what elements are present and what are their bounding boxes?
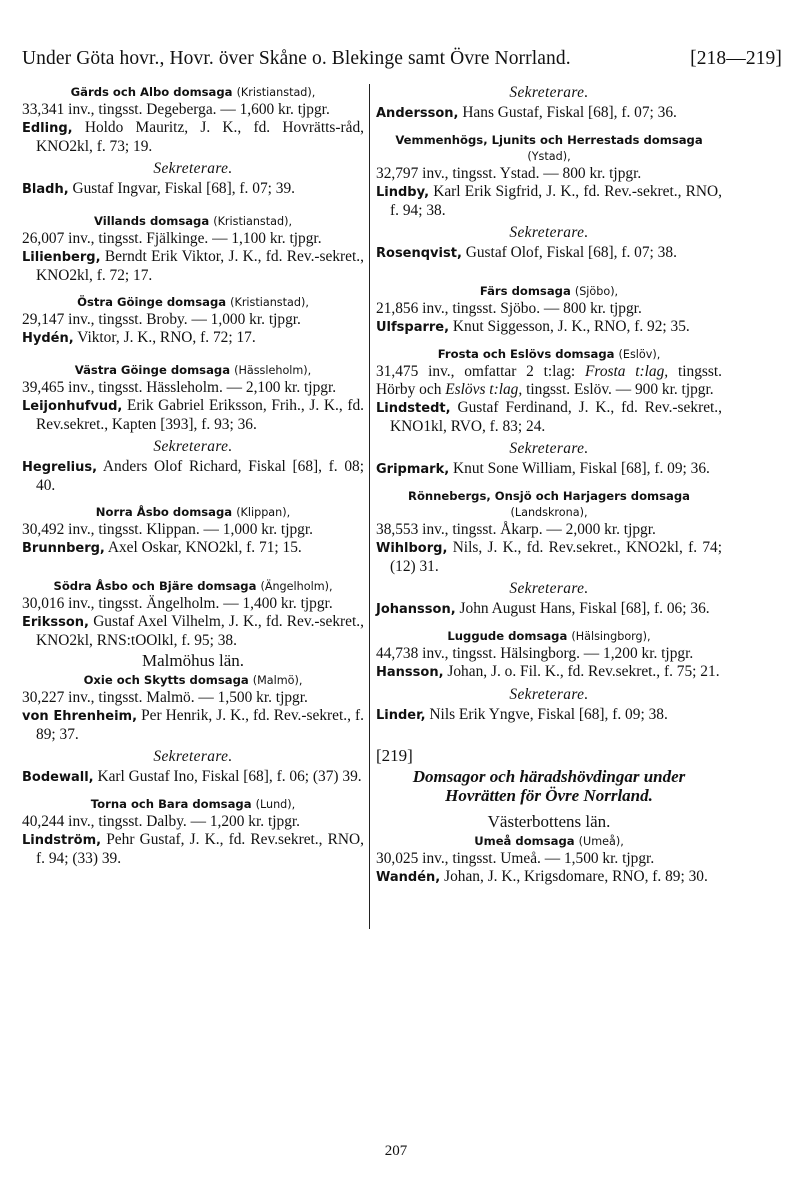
person-entry: Brunnberg, Axel Oskar, KNO2kl, f. 71; 15.: [22, 539, 302, 556]
person-name: Bodewall,: [22, 770, 94, 785]
person-entry: Lindby, Karl Erik Sigfrid, J. K., fd. Rev.-sekret., RNO, f. 94; 38.: [376, 183, 722, 219]
person-entry: Leijonhufvud, Erik Gabriel Eriksson, Frih., J. K., fd. Rev.sekret., Kapten [393], f. 93; 36.: [22, 397, 364, 433]
person-entry: Lindström, Pehr Gustaf, J. K., fd. Rev.sekret., RNO, f. 94; (33) 39.: [22, 831, 364, 867]
person-name: Leijonhufvud,: [22, 399, 123, 414]
district-info: 26,007 inv., tingsst. Fjälkinge. — 1,100 kr. tjpgr.: [22, 230, 322, 247]
district-heading: Färs domsaga (Sjöbo),: [479, 284, 619, 298]
county-heading: Västerbottens län.: [487, 812, 611, 831]
person-entry: Linder, Nils Erik Yngve, Fiskal [68], f. 09; 38.: [376, 706, 668, 723]
secretary-heading: Sekreterare.: [153, 748, 233, 765]
section-219: [376, 745, 722, 805]
district-heading: Vemmenhögs, Ljunits och Herrestads domsaga: [395, 133, 703, 147]
person-name: Lindstedt,: [376, 401, 451, 416]
district-location: (Ystad),: [527, 150, 571, 163]
running-head: Under Göta hovr., Hovr. över Skåne o. Blekinge samt Övre Norrland.: [22, 48, 571, 69]
person-entry: Wandén, Johan, J. K., Krigsdomare, RNO, f. 89; 30.: [376, 868, 708, 885]
secretary-heading: Sekreterare.: [153, 438, 233, 455]
person-entry: Lilienberg, Berndt Erik Viktor, J. K., fd. Rev.-sekret., KNO2kl, f. 72; 17.: [22, 248, 364, 284]
entry-sodra-asbo: [22, 578, 364, 650]
person-entry: Hegrelius, Anders Olof Richard, Fiskal [68], f. 08; 40.: [22, 458, 365, 494]
entry-norra-asbo: [22, 504, 364, 558]
section-number: [219]: [376, 746, 413, 765]
person-name: Lindström,: [22, 833, 102, 848]
entry-oxie: [22, 672, 364, 787]
person-name: Lindby,: [376, 185, 430, 200]
entry-ronnebergs: [376, 488, 722, 619]
entry-luggude: [376, 628, 722, 725]
district-heading: Östra Göinge domsaga (Kristianstad),: [77, 295, 309, 309]
page-header: [22, 40, 782, 76]
person-entry: von Ehrenheim, Per Henrik, J. K., fd. Rev.-sekret., f. 89; 37.: [22, 707, 364, 743]
person-entry: Rosenqvist, Gustaf Olof, Fiskal [68], f. 07; 38.: [376, 244, 677, 261]
person-name: von Ehrenheim,: [22, 709, 138, 724]
district-heading: Villands domsaga (Kristianstad),: [93, 214, 293, 228]
entry-gards: [22, 84, 364, 199]
district-info: 33,341 inv., tingsst. Degeberga. — 1,600 kr. tjpgr.: [22, 101, 330, 118]
person-entry: Andersson, Hans Gustaf, Fiskal [68], f. 07; 36.: [376, 104, 677, 121]
district-info: 39,465 inv., tingsst. Hässleholm. — 2,100 kr. tjpgr.: [22, 379, 337, 396]
district-heading: Luggude domsaga (Hälsingborg),: [447, 629, 651, 643]
district-info: 29,147 inv., tingsst. Broby. — 1,000 kr. tjpgr.: [22, 311, 301, 328]
person-name: Rosenqvist,: [376, 246, 462, 261]
column-divider: [369, 84, 370, 929]
secretary-heading: Sekreterare.: [153, 160, 233, 177]
entry-continued: [376, 84, 722, 123]
district-heading: Oxie och Skytts domsaga (Malmö),: [83, 673, 303, 687]
person-entry: Wihlborg, Nils, J. K., fd. Rev.sekret., KNO2kl, f. 74; (12) 31.: [376, 539, 722, 575]
person-name: Gripmark,: [376, 462, 450, 477]
secretary-heading: Sekreterare.: [509, 686, 589, 703]
person-entry: Lindstedt, Gustaf Ferdinand, J. K., fd. Rev.-sekret., KNO1kl, RVO, f. 83; 24.: [376, 399, 722, 435]
page-number: 207: [384, 1143, 408, 1159]
district-heading: Torna och Bara domsaga (Lund),: [90, 797, 296, 811]
entry-torna: [22, 796, 364, 868]
right-column: [376, 84, 722, 887]
person-name: Andersson,: [376, 106, 459, 121]
person-entry: Hansson, Johan, J. o. Fil. K., fd. Rev.sekret., f. 75; 21.: [376, 663, 720, 680]
section-title: Hovrätten för Övre Norrland.: [445, 786, 653, 805]
entry-vemmenhogs: [376, 132, 722, 263]
section-title: Domsagor och häradshövdingar under: [412, 767, 686, 786]
person-name: Johansson,: [376, 602, 456, 617]
secretary-heading: Sekreterare.: [509, 84, 589, 101]
page-range: [218—219]: [690, 48, 782, 69]
district-info: 31,475 inv., omfattar 2 t:lag: Frosta t:lag, tingsst. Hörby och Eslövs t:lag, tingsst. Eslöv. — 900 kr. tjpgr.: [376, 363, 722, 398]
district-location: (Landskrona),: [510, 506, 588, 519]
person-name: Lilienberg,: [22, 250, 101, 265]
secretary-heading: Sekreterare.: [509, 224, 589, 241]
person-name: Linder,: [376, 708, 426, 723]
person-name: Hegrelius,: [22, 460, 98, 475]
person-entry: Bladh, Gustaf Ingvar, Fiskal [68], f. 07; 39.: [22, 180, 296, 197]
secretary-heading: Sekreterare.: [509, 580, 589, 597]
county-heading: Malmöhus län.: [142, 651, 244, 670]
district-heading: Frosta och Eslövs domsaga (Eslöv),: [437, 347, 661, 361]
district-heading: Norra Åsbo domsaga (Klippan),: [95, 505, 291, 519]
person-entry: Johansson, John August Hans, Fiskal [68], f. 06; 36.: [376, 600, 710, 617]
entry-umea: [376, 833, 722, 887]
person-entry: Hydén, Viktor, J. K., RNO, f. 72; 17.: [22, 329, 256, 346]
person-name: Wandén,: [376, 870, 441, 885]
person-entry: Eriksson, Gustaf Axel Vilhelm, J. K., fd. Rev.-sekret., KNO2kl, RNS:tOOlkl, f. 95; 38.: [22, 613, 364, 649]
person-entry: Bodewall, Karl Gustaf Ino, Fiskal [68], f. 06; (37) 39.: [22, 768, 362, 785]
person-name: Bladh,: [22, 182, 69, 197]
person-name: Brunnberg,: [22, 541, 105, 556]
left-column: [22, 84, 364, 868]
district-info: 30,025 inv., tingsst. Umeå. — 1,500 kr. tjpgr.: [376, 850, 655, 867]
district-info: 32,797 inv., tingsst. Ystad. — 800 kr. tjpgr.: [376, 165, 642, 182]
person-name: Eriksson,: [22, 615, 89, 630]
person-name: Hydén,: [22, 331, 74, 346]
person-entry: Gripmark, Knut Sone William, Fiskal [68], f. 09; 36.: [376, 460, 710, 477]
district-info: 30,227 inv., tingsst. Malmö. — 1,500 kr. tjpgr.: [22, 689, 308, 706]
district-info: 40,244 inv., tingsst. Dalby. — 1,200 kr. tjpgr.: [22, 813, 301, 830]
district-info: 44,738 inv., tingsst. Hälsingborg. — 1,200 kr. tjpgr.: [376, 645, 694, 662]
entry-frosta: [376, 346, 722, 479]
person-name: Wihlborg,: [376, 541, 448, 556]
district-heading: Rönnebergs, Onsjö och Harjagers domsaga: [408, 489, 690, 503]
district-heading: Västra Göinge domsaga (Hässleholm),: [74, 363, 312, 377]
district-info: 21,856 inv., tingsst. Sjöbo. — 800 kr. tjpgr.: [376, 300, 642, 317]
person-name: Edling,: [22, 121, 73, 136]
district-heading: Gärds och Albo domsaga (Kristianstad),: [70, 85, 316, 99]
entry-ostra-goinge: [22, 294, 364, 348]
secretary-heading: Sekreterare.: [509, 440, 589, 457]
district-info: 30,492 inv., tingsst. Klippan. — 1,000 kr. tjpgr.: [22, 521, 313, 538]
person-entry: Edling, Holdo Mauritz, J. K., fd. Hovrätts-råd, KNO2kl, f. 73; 19.: [22, 119, 364, 155]
entry-fars: [376, 283, 722, 337]
person-entry: Ulfsparre, Knut Siggesson, J. K., RNO, f. 92; 35.: [376, 318, 690, 335]
person-name: Ulfsparre,: [376, 320, 450, 335]
entry-vastra-goinge: [22, 362, 364, 495]
district-heading: Umeå domsaga (Umeå),: [474, 834, 624, 848]
person-name: Hansson,: [376, 665, 444, 680]
district-heading: Södra Åsbo och Bjäre domsaga (Ängelholm),: [53, 579, 333, 593]
district-info: 30,016 inv., tingsst. Ängelholm. — 1,400 kr. tjpgr.: [22, 595, 333, 612]
entry-villands: [22, 213, 364, 285]
district-info: 38,553 inv., tingsst. Åkarp. — 2,000 kr. tjpgr.: [376, 521, 656, 538]
